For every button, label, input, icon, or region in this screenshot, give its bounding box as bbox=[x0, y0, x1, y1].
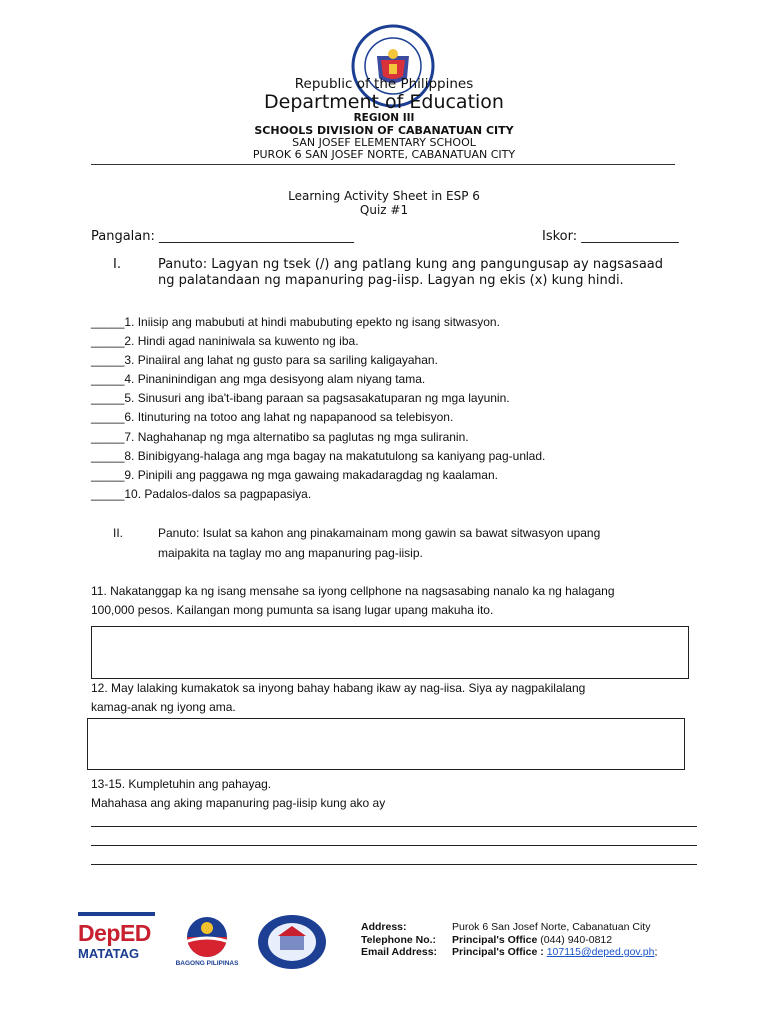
answer-box-11[interactable] bbox=[91, 626, 689, 679]
telephone-label: Telephone No.: bbox=[361, 934, 437, 946]
score-field-label: Iskor: _______________ bbox=[542, 229, 679, 244]
quiz-item: _____9. Pinipili ang paggawa ng mga gawaing makadaragdag ng kaalaman. bbox=[91, 468, 498, 482]
quiz-item: _____5. Sinusuri ang iba't-ibang paraan sa pagsasakatuparan ng mga layunin. bbox=[91, 391, 510, 405]
email-office: Principal's Office : bbox=[452, 946, 544, 958]
bagong-pilipinas-text: BAGONG PILIPINAS bbox=[175, 960, 239, 967]
address-label: Address: bbox=[361, 921, 407, 933]
question-12-line2: kamag-anak ng iyong ama. bbox=[91, 700, 236, 714]
quiz-item: _____2. Hindi agad naniniwala sa kuwento ng iba. bbox=[91, 334, 359, 348]
deped-wordmark: DepED bbox=[78, 920, 151, 946]
part2-directions-2: maipakita na taglay mo ang mapanuring pag-iisip. bbox=[158, 546, 423, 560]
sheet-title: Learning Activity Sheet in ESP 6 bbox=[288, 189, 480, 203]
question-13-15-line1: 13-15. Kumpletuhin ang pahayag. bbox=[91, 777, 272, 791]
answer-box-12[interactable] bbox=[87, 718, 685, 770]
answer-line[interactable] bbox=[91, 864, 697, 865]
telephone-number: (044) 940-0812 bbox=[540, 934, 613, 946]
bagong-pilipinas-logo bbox=[172, 914, 242, 960]
matatag-wordmark: MATATAG bbox=[78, 946, 140, 961]
quiz-item: _____8. Binibigyang-halaga ang mga bagay na makatutulong sa kaniyang pag-unlad. bbox=[91, 449, 546, 463]
quiz-item: _____7. Naghahanap ng mga alternatibo sa paglutas ng mga suliranin. bbox=[91, 430, 469, 444]
email-label: Email Address: bbox=[361, 946, 438, 958]
header-division: SCHOOLS DIVISION OF CABANATUAN CITY bbox=[254, 124, 514, 137]
email-value bbox=[452, 946, 657, 958]
school-seal-logo bbox=[256, 914, 328, 970]
name-field-label: Pangalan: ______________________________ bbox=[91, 229, 355, 244]
header-school: SAN JOSEF ELEMENTARY SCHOOL bbox=[292, 136, 476, 149]
quiz-item: _____6. Itinuturing na totoo ang lahat ng napapanood sa telebisyon. bbox=[91, 410, 454, 424]
header-region: REGION III bbox=[353, 112, 415, 124]
email-link[interactable]: 107115@deped.gov.ph bbox=[546, 946, 655, 958]
header-address: PUROK 6 SAN JOSEF NORTE, CABANATUAN CITY bbox=[252, 148, 516, 161]
part1-numeral: I. bbox=[113, 257, 121, 272]
answer-line[interactable] bbox=[91, 826, 697, 827]
header-republic: Republic of the Philippines bbox=[294, 76, 474, 92]
part2-numeral: II. bbox=[113, 526, 124, 540]
header-department: Department of Education bbox=[264, 91, 504, 113]
part1-directions-2: ng palatandaan ng mapanuring pag-iisp. Lagyan ng ekis (x) kung hindi. bbox=[158, 273, 624, 288]
quiz-item: _____3. Pinaiiral ang lahat ng gusto para sa sariling kaligayahan. bbox=[91, 353, 438, 367]
email-suffix: ; bbox=[654, 946, 658, 958]
answer-line[interactable] bbox=[91, 845, 697, 846]
deped-matatag-logo bbox=[78, 912, 155, 968]
telephone-office: Principal's Office bbox=[452, 934, 538, 946]
quiz-item: _____1. Iniisip ang mabubuti at hindi mabubuting epekto ng isang sitwasyon. bbox=[91, 315, 500, 329]
question-13-15-line2: Mahahasa ang aking mapanuring pag-iisip kung ako ay bbox=[91, 796, 386, 810]
quiz-title: Quiz #1 bbox=[359, 203, 409, 217]
question-12-line1: 12. May lalaking kumakatok sa inyong bahay habang ikaw ay nag-iisa. Siya ay nagpakilalang bbox=[91, 681, 586, 695]
part1-directions-1: Panuto: Lagyan ng tsek (/) ang patlang kung ang pangungusap ay nagsasaad bbox=[158, 257, 664, 272]
quiz-item: _____4. Pinaninindigan ang mga desisyong alam niyang tama. bbox=[91, 372, 426, 386]
address-value: Purok 6 San Josef Norte, Cabanatuan City bbox=[452, 921, 651, 933]
question-11-line1: 11. Nakatanggap ka ng isang mensahe sa iyong cellphone na nagsasabing nanalo ka ng halagang bbox=[91, 584, 615, 598]
header-divider bbox=[91, 164, 675, 165]
question-11-line2: 100,000 pesos. Kailangan mong pumunta sa isang lugar upang makuha ito. bbox=[91, 603, 494, 617]
quiz-item: _____10. Padalos-dalos sa pagpapasiya. bbox=[91, 487, 312, 501]
part2-directions-1: Panuto: Isulat sa kahon ang pinakamainam mong gawin sa bawat sitwasyon upang bbox=[158, 526, 601, 540]
telephone-value bbox=[452, 934, 612, 946]
